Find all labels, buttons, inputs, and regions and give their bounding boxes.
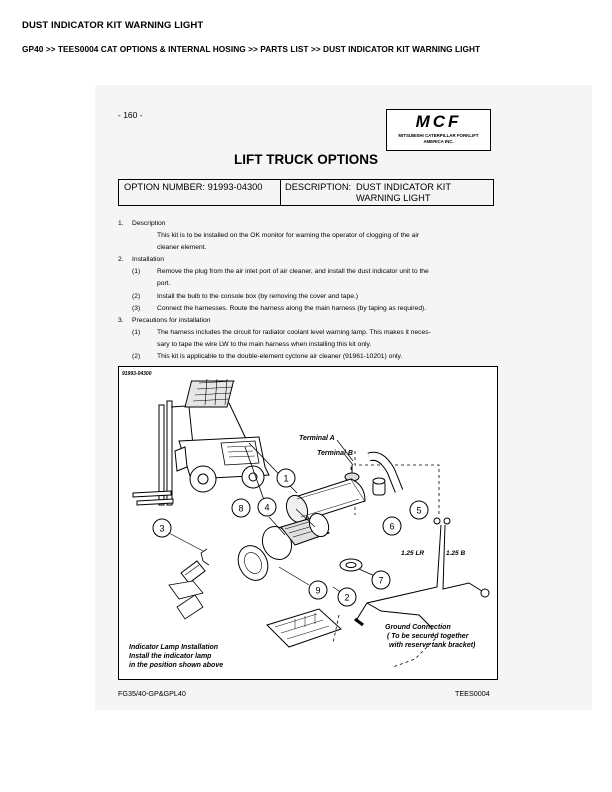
- option-number: OPTION NUMBER: 91993-04300: [124, 182, 263, 192]
- svg-text:8: 8: [238, 503, 244, 514]
- step-number: (1): [132, 328, 141, 336]
- callout-9: [309, 581, 327, 599]
- logo-line-1: MITSUBISHI CATERPILLAR FORKLIFT: [398, 133, 479, 138]
- callout-3: [153, 519, 171, 537]
- section-heading: Precautions for installation: [132, 316, 211, 324]
- section-number: 1.: [118, 220, 124, 227]
- footer-model: FG35/40-GP&GPL40: [118, 689, 186, 698]
- callout-5: [410, 501, 428, 519]
- step-number: (1): [132, 268, 141, 276]
- forklift-illustration: [133, 379, 269, 505]
- paragraph-line: cleaner element.: [157, 244, 207, 252]
- paragraph-line: This kit is to be installed on the OK monitor for warning the operator of clogging of the air: [157, 232, 420, 240]
- svg-text:6: 6: [389, 521, 395, 532]
- step-text: The harness includes the circuit for radiator coolant level warning lamp. This makes it neces-: [157, 328, 431, 336]
- logo-line-2: AMERICA INC.: [423, 139, 454, 144]
- terminal-a-label: Terminal A: [299, 435, 335, 442]
- step-text: Remove the plug from the air inlet port of air cleaner, and install the dust indicator unit to the: [157, 268, 429, 276]
- callout-8: [232, 499, 250, 517]
- svg-text:4: 4: [264, 502, 270, 513]
- option-box: [118, 179, 494, 206]
- step-number: (3): [132, 304, 141, 312]
- callout-4: [258, 498, 276, 516]
- wire-b-label: 1.25 B: [446, 550, 466, 557]
- step-text: Install the bulb to the console box (by removing the cover and tape.): [157, 292, 359, 300]
- section-precautions: [118, 315, 498, 327]
- svg-text:2: 2: [344, 592, 350, 603]
- lamp-label-1: Indicator Lamp Installation: [129, 644, 219, 651]
- lamp-label-3: in the position shown above: [129, 662, 224, 669]
- section-heading: Installation: [132, 256, 164, 264]
- callout-1: [277, 469, 295, 487]
- mcf-logo: [386, 109, 491, 151]
- instructions: [118, 218, 498, 363]
- ground-label-1: Ground Connection: [385, 624, 451, 631]
- description-line-2: WARNING LIGHT: [356, 193, 431, 203]
- svg-text:1: 1: [283, 473, 289, 484]
- section-description: [118, 218, 498, 230]
- step-number: (2): [132, 292, 141, 300]
- footer-code: TEES0004: [455, 689, 490, 698]
- svg-text:3: 3: [159, 523, 165, 534]
- wire-lr-label: 1.25 LR: [401, 550, 425, 557]
- step-text: sary to tape the wire LW to the main harness when installing this kit only.: [157, 340, 372, 348]
- svg-text:9: 9: [315, 585, 321, 596]
- callout-7: [372, 571, 390, 589]
- installation-diagram: [118, 366, 498, 680]
- callout-6: [383, 517, 401, 535]
- breadcrumb[interactable]: GP40 >> TEES0004 CAT OPTIONS & INTERNAL HOSING >> PARTS LIST >> DUST INDICATOR KIT WARNING LIGHT: [22, 44, 481, 54]
- step-text: Connect the harnesses. Route the harness along the main harness (by taping as required).: [157, 304, 427, 312]
- ground-label-2: ( To be secured together: [387, 633, 469, 640]
- svg-text:7: 7: [378, 575, 384, 586]
- svg-text:5: 5: [416, 505, 422, 516]
- description-line-1: DUST INDICATOR KIT: [356, 182, 452, 192]
- terminal-b-label: Terminal B: [317, 450, 353, 457]
- step-number: (2): [132, 353, 141, 361]
- section-heading: Description: [132, 220, 166, 227]
- logo-brand: MCF: [415, 112, 462, 131]
- ground-label-3: with reserve tank bracket): [389, 642, 476, 649]
- description-label: DESCRIPTION:: [285, 182, 352, 192]
- section-installation: [118, 254, 498, 266]
- step-text: This kit is applicable to the double-element cyclone air cleaner (91961-10201) only.: [157, 353, 403, 361]
- page-heading: DUST INDICATOR KIT WARNING LIGHT: [22, 20, 204, 31]
- page-number: - 160 -: [118, 110, 143, 120]
- diagram-drawing: [119, 367, 497, 679]
- document-title: LIFT TRUCK OPTIONS: [234, 152, 378, 167]
- step-text: port.: [157, 280, 171, 288]
- section-number: 2.: [118, 256, 124, 264]
- lamp-label-2: Install the indicator lamp: [129, 653, 212, 660]
- figure-code: 91993-04300: [122, 371, 152, 377]
- callout-2: [338, 588, 356, 606]
- section-number: 3.: [118, 316, 124, 324]
